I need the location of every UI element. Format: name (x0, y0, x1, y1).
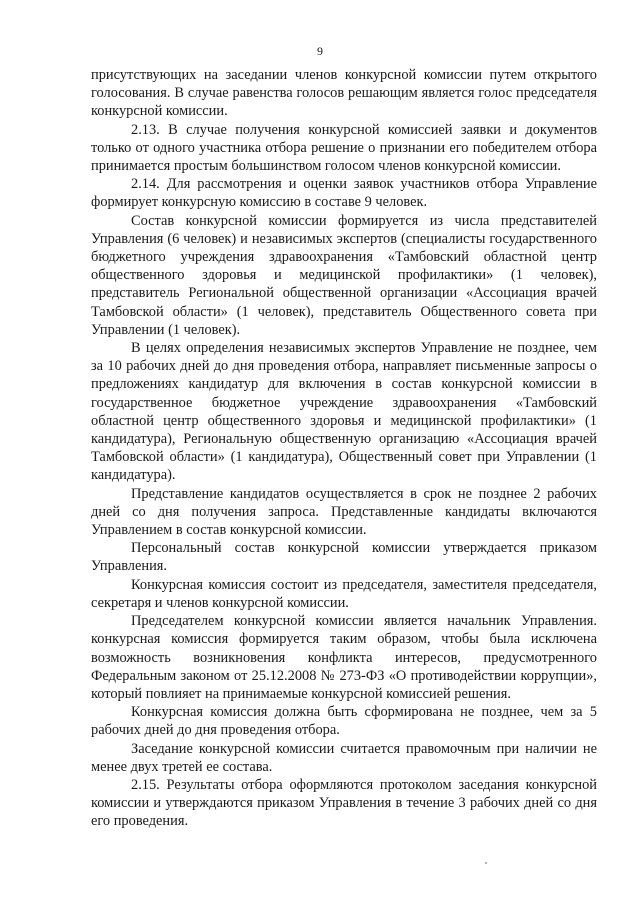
paragraph: Персональный состав конкурсной комиссии утверждается приказом Управления. (91, 540, 597, 575)
paragraph: 2.13. В случае получения конкурсной комиссией заявки и документов только от одного участника отбора решение о признании его победителем отбора принимается простым большинством голосом членов конкурсной комиссии. (91, 121, 597, 175)
paragraph: Представление кандидатов осуществляется в срок не позднее 2 рабочих дней со дня получения запроса. Представленные кандидаты включаются Управлением в состав конкурсной комиссии. (91, 485, 597, 539)
paragraph: 2.14. Для рассмотрения и оценки заявок участников отбора Управление формирует конкурсную комиссию в составе 9 человек. (91, 176, 597, 211)
paragraph: В целях определения независимых экспертов Управление не позднее, чем за 10 рабочих дней до дня проведения отбора, направляет письменные запросы о предложениях кандидатур для включения в состав конкурсной комиссии в государственное бюджетное учреждение здравоохранения «Тамбовский областной центр общественного здоровья и медицинской профилактики» (1 кандидатура), Региональную общественную организацию «Ассоциация врачей Тамбовской области» (1 кандидатура), Общественный совет при Управлении (1 кандидатура). (91, 340, 597, 484)
paragraph: Состав конкурсной комиссии формируется из числа представителей Управления (6 человек) и независимых экспертов (специалисты государственного бюджетного учреждения здравоохранения «Тамбовский областной центр общественного здоровья и медицинской профилактики» (1 человек), представитель Региональной общественной организации «Ассоциация врачей Тамбовской области» (1 человек), представитель Общественного совета при Управлении (1 человек). (91, 212, 597, 338)
paragraph: Заседание конкурсной комиссии считается правомочным при наличии не менее двух третей ее состава. (91, 740, 597, 775)
paragraph: Конкурсная комиссия состоит из председателя, заместителя председателя, секретаря и членов конкурсной комиссии. (91, 576, 597, 611)
paragraph: Конкурсная комиссия должна быть сформирована не позднее, чем за 5 рабочих дней до дня проведения отбора. (91, 704, 597, 739)
page-number: 9 (317, 44, 323, 58)
document-body (91, 66, 597, 831)
scan-speck (485, 862, 487, 864)
paragraph: присутствующих на заседании членов конкурсной комиссии путем открытого голосования. В случае равенства голосов решающим является голос председателя конкурсной комиссии. (91, 67, 597, 120)
paragraph: Председателем конкурсной комиссии является начальник Управления. конкурсная комиссия формируется таким образом, чтобы была исключена возможность возникновения конфликта интересов, предусмотренного Федеральным законом от 25.12.2008 № 273-ФЗ «О противодействии коррупции», который повлияет на принимаемые конкурсной комиссией решения. (91, 613, 597, 702)
paragraph: 2.15. Результаты отбора оформляются протоколом заседания конкурсной комиссии и утверждаются приказом Управления в течение 3 рабочих дней со дня его проведения. (91, 776, 597, 830)
